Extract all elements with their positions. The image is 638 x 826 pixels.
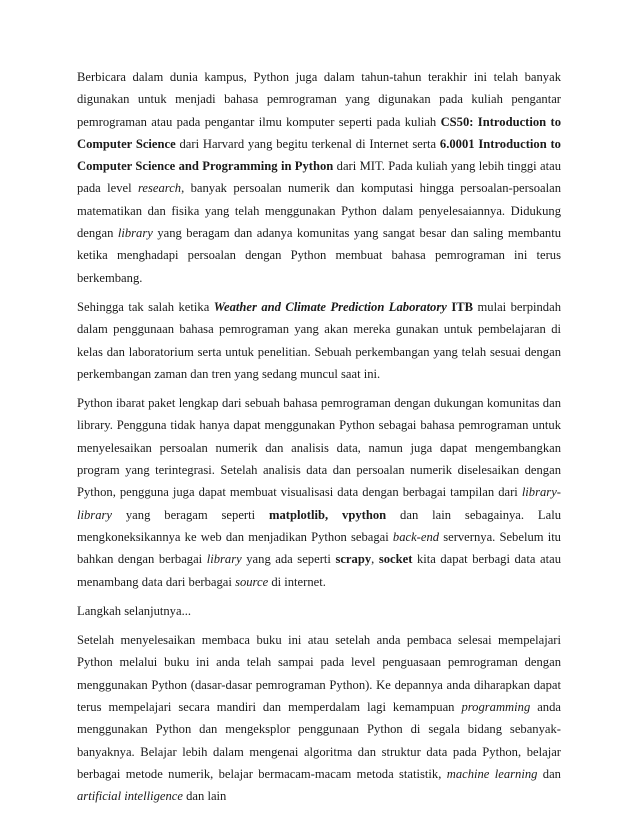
paragraph-python-package: Python ibarat paket lengkap dari sebuah bahasa pemrograman dengan dukungan komunitas dan library. Pengguna tidak hanya dapat menggunakan Python sebagai bahasa pemrograman untuk menyelesaikan persoalan numerik dan analisis data, namun juga dapat mengembangkan program yang terintegrasi. Setelah analisis data dan persoalan numerik diselesaikan dengan Python, pengguna juga dapat membuat visualisasi data dengan berbagai tampilan dari library-library yang beragam seperti matplotlib, vpython dan lain sebagainya. Lalu mengkoneksikannya ke web dan menjadikan Python sebagai back-end servernya. Sebelum itu bahkan dengan berbagai library yang ada seperti scrapy, socket kita dapat berbagi data atau menambang data dari berbagai source di internet. [77,396,562,589]
institution-itb: ITB [451,299,474,314]
lab-name: Weather and Climate Prediction Laboratory [213,299,447,314]
term-library-library: library-library [77,485,561,522]
libraries-visualization: matplotlib, vpython [269,507,387,522]
course-cs50: CS50: Introduction to Computer Science [77,114,561,151]
course-mit-6-0001: 6.0001 Introduction to Computer Science and Programming in Python [77,136,561,174]
term-programming: programming [461,700,531,715]
paragraph-next-steps-heading: Langkah selanjutnya... [77,603,192,618]
term-source: source [235,574,269,589]
document-page [77,66,561,815]
paragraph-next-steps: Setelah menyelesaikan membaca buku ini atau setelah anda pembaca selesai mempelajari Python melalui buku ini anda telah sampai pada level penguasaan pemrograman dengan menggunakan Python (dasar-dasar pemrograman Python). Ke depannya anda diharapkan dapat terus mempelajari secara mandiri dan memperdalam lagi kemampuan programming anda menggunakan Python dan mengeksplor penggunaan Python di segala bidang sebanyak-banyaknya. Belajar lebih dalam mengenai algoritma dan struktur data pada Python, belajar berbagai metode numerik, belajar bermacam-macam metoda statistik, machine learning dan artificial intelligence dan lain [77,633,561,804]
term-library-2: library [206,552,242,567]
library-socket: socket [378,552,413,567]
term-back-end: back-end [392,529,440,544]
paragraph-python-in-campus: Berbicara dalam dunia kampus, Python juga dalam tahun-tahun terakhir ini telah banyak digunakan untuk menjadi bahasa pemrograman yang digunakan pada kuliah pengantar pemrograman atau pada pengantar ilmu komputer seperti pada kuliah CS50: Introduction to Computer Science dari Harvard yang begitu terkenal di Internet serta 6.0001 Introduction to Computer Science and Programming in Python dari MIT. Pada kuliah yang lebih tinggi atau pada level research, banyak persoalan numerik dan komputasi hingga persoalan-persoalan matematikan dan fisika yang telah menggunakan Python dalam penyelesaiannya. Didukung dengan library yang beragam dan adanya komunitas yang sangat besar dan saling membantu ketika menghadapi persoalan dengan Python membuat bahasa pemrograman ini terus berkembang. [77,70,561,285]
paragraph-itb-lab: Sehingga tak salah ketika Weather and Climate Prediction Laboratory ITB mulai berpindah dalam penggunaan bahasa pemrograman yang akan mereka gunakan untuk pembelajaran di kelas dan laboratorium serta untuk penelitian. Sebuah perkembangan yang telah sesuai dengan perkembangan zaman dan tren yang sedang muncul saat ini. [77,299,561,381]
library-scrapy: scrapy [335,552,372,567]
term-research: research [137,181,182,196]
term-artificial-intelligence: artificial intelligence [77,789,183,804]
term-machine-learning: machine learning [446,766,538,781]
term-library: library [117,226,153,241]
